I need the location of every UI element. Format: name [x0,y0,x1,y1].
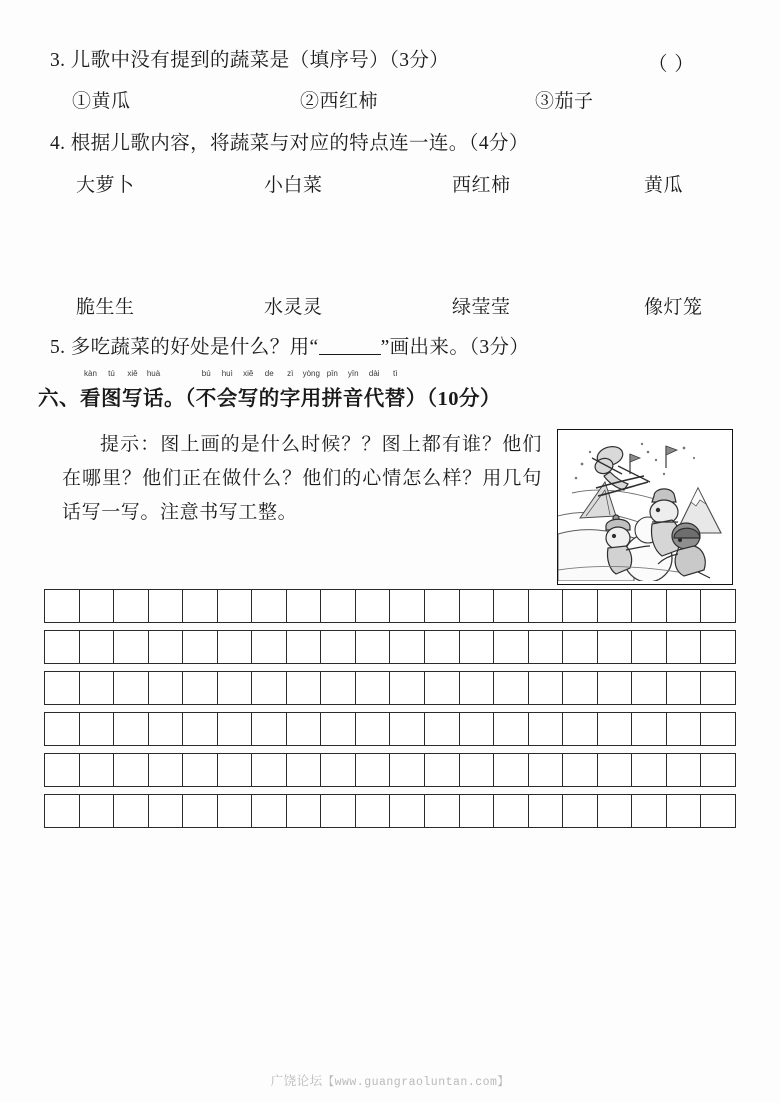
grid-cell[interactable] [632,590,667,622]
grid-cell[interactable] [460,795,495,827]
grid-cell[interactable] [598,713,633,745]
question-3-text: 3. 儿歌中没有提到的蔬菜是（填序号）（3分） [50,50,450,71]
grid-cell[interactable] [460,672,495,704]
grid-cell[interactable] [356,713,391,745]
grid-cell[interactable] [563,795,598,827]
grid-cell[interactable] [390,713,425,745]
question-5-text-after: ”画出来。（3分） [380,337,530,358]
grid-cell[interactable] [321,713,356,745]
grid-cell[interactable] [598,590,633,622]
grid-cell[interactable] [45,590,80,622]
han-yong: 用 [300,388,322,410]
grid-cell[interactable] [80,713,115,745]
grid-row[interactable] [44,712,736,746]
pinyin-dai: dài [368,369,380,378]
winter-snow-scene-image [557,429,733,585]
grid-cell[interactable] [425,795,460,827]
grid-cell[interactable] [80,795,115,827]
grid-cell[interactable] [701,590,735,622]
grid-cell[interactable] [252,631,287,663]
grid-cell[interactable] [563,631,598,663]
grid-cell[interactable] [149,631,184,663]
grid-cell[interactable] [667,754,702,786]
grid-cell[interactable] [183,672,218,704]
grid-cell[interactable] [701,795,735,827]
grid-cell[interactable] [252,713,287,745]
grid-cell[interactable] [80,672,115,704]
grid-cell[interactable] [356,795,391,827]
section-six-period: 。 [164,388,185,410]
han-yin: 音 [342,388,364,410]
grid-cell[interactable] [667,795,702,827]
ruby-zi [279,369,301,411]
grid-cell[interactable] [529,795,564,827]
grid-cell[interactable] [149,672,184,704]
grid-cell[interactable] [390,590,425,622]
ruby-tu [101,369,122,411]
grid-cell[interactable] [425,631,460,663]
grid-cell[interactable] [632,754,667,786]
grid-cell[interactable] [149,754,184,786]
grid-cell[interactable] [287,754,322,786]
grid-cell[interactable] [632,713,667,745]
grid-cell[interactable] [252,795,287,827]
ruby-kan [80,369,101,411]
grid-cell[interactable] [460,631,495,663]
grid-cell[interactable] [667,590,702,622]
grid-cell[interactable] [321,590,356,622]
question-4-text: 4. 根据儿歌内容，将蔬菜与对应的特点连一连。（4分） [50,133,529,154]
grid-cell[interactable] [321,754,356,786]
grid-row[interactable] [44,589,736,623]
grid-cell[interactable] [390,754,425,786]
grid-cell[interactable] [598,631,633,663]
snow-scene-illustration [558,430,729,581]
watermark-url: 【www.guangraoluntan.com】 [322,1076,510,1089]
han-tu: 图 [101,388,122,410]
grid-cell[interactable] [598,754,633,786]
grid-cell[interactable] [114,590,149,622]
matching-vegetable-1[interactable]: 大萝卜 [76,175,135,196]
ruby-de [258,369,280,411]
grid-cell[interactable] [287,590,322,622]
grid-cell[interactable] [563,713,598,745]
ruby-yong [300,369,322,411]
grid-cell[interactable] [460,590,495,622]
matching-vegetable-3[interactable]: 西红柿 [452,175,511,196]
pinyin-yin: yīn [347,369,359,378]
ruby-dai [363,369,385,411]
grid-cell[interactable] [494,795,529,827]
pinyin-hui: huì [221,369,233,378]
pinyin-kan: kàn [84,369,97,378]
grid-cell[interactable] [356,672,391,704]
grid-cell[interactable] [287,713,322,745]
question-3-option-1[interactable]: ①黄瓜 [72,91,131,112]
matching-vegetable-2[interactable]: 小白菜 [264,175,323,196]
grid-cell[interactable] [701,713,735,745]
grid-cell[interactable] [80,590,115,622]
grid-cell[interactable] [45,754,80,786]
question-3-option-3[interactable]: ③茄子 [535,91,594,112]
grid-row[interactable] [44,753,736,787]
grid-cell[interactable] [529,590,564,622]
grid-cell[interactable] [632,672,667,704]
pinyin-ti: tì [393,369,398,378]
grid-cell[interactable] [45,631,80,663]
question-3-answer-brackets[interactable]: （ ） [648,54,695,75]
grid-cell[interactable] [149,713,184,745]
grid-cell[interactable] [425,754,460,786]
han-xie2: 写 [237,388,259,410]
grid-cell[interactable] [287,631,322,663]
grid-cell[interactable] [356,754,391,786]
matching-trait-2[interactable]: 水灵灵 [264,297,323,318]
grid-cell[interactable] [45,795,80,827]
han-de: 的 [258,388,280,410]
grid-cell[interactable] [390,795,425,827]
section-six-number: 六、 [38,388,80,410]
pinyin-tu: tú [108,369,115,378]
matching-trait-1[interactable]: 脆生生 [76,297,135,318]
pinyin-pin: pīn [326,369,338,378]
question-5-text-before: 5. 多吃蔬菜的好处是什么？用“ [50,337,319,358]
grid-cell[interactable] [425,590,460,622]
ruby-xie2 [237,369,259,411]
grid-cell[interactable] [321,795,356,827]
grid-cell[interactable] [252,672,287,704]
matching-trait-4[interactable]: 像灯笼 [644,297,703,318]
grid-cell[interactable] [425,672,460,704]
ruby-bu [195,369,217,411]
grid-cell[interactable] [390,631,425,663]
grid-cell[interactable] [563,590,598,622]
grid-cell[interactable] [356,590,391,622]
ruby-yin [342,369,364,411]
grid-cell[interactable] [667,713,702,745]
watermark-site-name: 广饶论坛 [270,1074,323,1088]
grid-cell[interactable] [598,672,633,704]
grid-cell[interactable] [252,590,287,622]
grid-cell[interactable] [632,795,667,827]
grid-row[interactable] [44,794,736,828]
grid-cell[interactable] [218,631,253,663]
grid-cell[interactable] [114,713,149,745]
question-5-row [50,335,529,361]
grid-cell[interactable] [701,631,735,663]
pinyin-xie: xiě [127,369,138,378]
grid-cell[interactable] [287,795,322,827]
han-dai: 代 [363,388,385,410]
ruby-pin [321,369,343,411]
ruby-ti [384,369,406,411]
section-six-heading [38,369,501,411]
pinyin-de: de [264,369,274,378]
matching-vegetable-4[interactable]: 黄瓜 [644,175,684,196]
grid-cell[interactable] [460,713,495,745]
han-zi: 字 [279,388,301,410]
composition-writing-grid[interactable] [44,589,736,828]
footer-watermark [0,1071,780,1089]
grid-cell[interactable] [494,713,529,745]
pinyin-zi: zì [287,369,294,378]
grid-cell[interactable] [529,713,564,745]
grid-cell[interactable] [149,795,184,827]
grid-cell[interactable] [598,795,633,827]
grid-cell[interactable] [529,631,564,663]
grid-cell[interactable] [80,631,115,663]
grid-cell[interactable] [183,795,218,827]
grid-cell[interactable] [114,631,149,663]
section-six-paren-open: （ [185,388,196,410]
grid-cell[interactable] [218,590,253,622]
grid-cell[interactable] [632,631,667,663]
grid-cell[interactable] [701,672,735,704]
grid-cell[interactable] [701,754,735,786]
grid-cell[interactable] [149,590,184,622]
matching-trait-3[interactable]: 绿莹莹 [452,297,511,318]
han-bu: 不 [195,388,217,410]
grid-cell[interactable] [45,713,80,745]
grid-cell[interactable] [667,672,702,704]
ruby-hui [216,369,238,411]
grid-cell[interactable] [80,754,115,786]
grid-cell[interactable] [529,754,564,786]
grid-cell[interactable] [218,672,253,704]
writing-prompt-text: 提示：图上画的是什么时候？？图上都有谁？他们在哪里？他们正在做什么？他们的心情怎么样？用几句话写一写。注意书写工整。 [62,434,542,523]
grid-cell[interactable] [494,672,529,704]
grid-cell[interactable] [114,795,149,827]
pinyin-yong: yòng [302,369,320,378]
grid-cell[interactable] [252,754,287,786]
han-xie: 写 [122,388,143,410]
grid-cell[interactable] [529,672,564,704]
grid-cell[interactable] [494,754,529,786]
grid-cell[interactable] [218,713,253,745]
grid-cell[interactable] [218,795,253,827]
grid-cell[interactable] [390,672,425,704]
han-ti: 替 [384,388,406,410]
grid-cell[interactable] [183,590,218,622]
grid-cell[interactable] [321,631,356,663]
grid-cell[interactable] [218,754,253,786]
ruby-xie [122,369,143,411]
han-hui: 会 [216,388,238,410]
grid-cell[interactable] [356,631,391,663]
section-six-score: （10分） [426,388,501,410]
grid-cell[interactable] [45,672,80,704]
question-5-blank[interactable] [319,339,381,355]
grid-cell[interactable] [114,754,149,786]
question-3-option-2[interactable]: ②西红柿 [300,91,379,112]
han-hua: 话 [143,388,164,410]
pinyin-xie2: xiě [243,369,254,378]
grid-cell[interactable] [667,631,702,663]
grid-cell[interactable] [321,672,356,704]
section-six-paren-close: ） [405,388,427,410]
grid-cell[interactable] [563,672,598,704]
han-kan: 看 [80,388,101,410]
grid-cell[interactable] [114,672,149,704]
grid-cell[interactable] [183,754,218,786]
pinyin-hua: huà [146,369,161,378]
grid-cell[interactable] [563,754,598,786]
han-pin: 拼 [321,388,343,410]
pinyin-bu: bú [201,369,211,378]
grid-cell[interactable] [425,713,460,745]
ruby-hua [143,369,164,411]
grid-row[interactable] [44,671,736,705]
grid-cell[interactable] [183,713,218,745]
grid-cell[interactable] [287,672,322,704]
grid-cell[interactable] [460,754,495,786]
grid-row[interactable] [44,630,736,664]
grid-cell[interactable] [183,631,218,663]
grid-cell[interactable] [494,590,529,622]
grid-cell[interactable] [494,631,529,663]
